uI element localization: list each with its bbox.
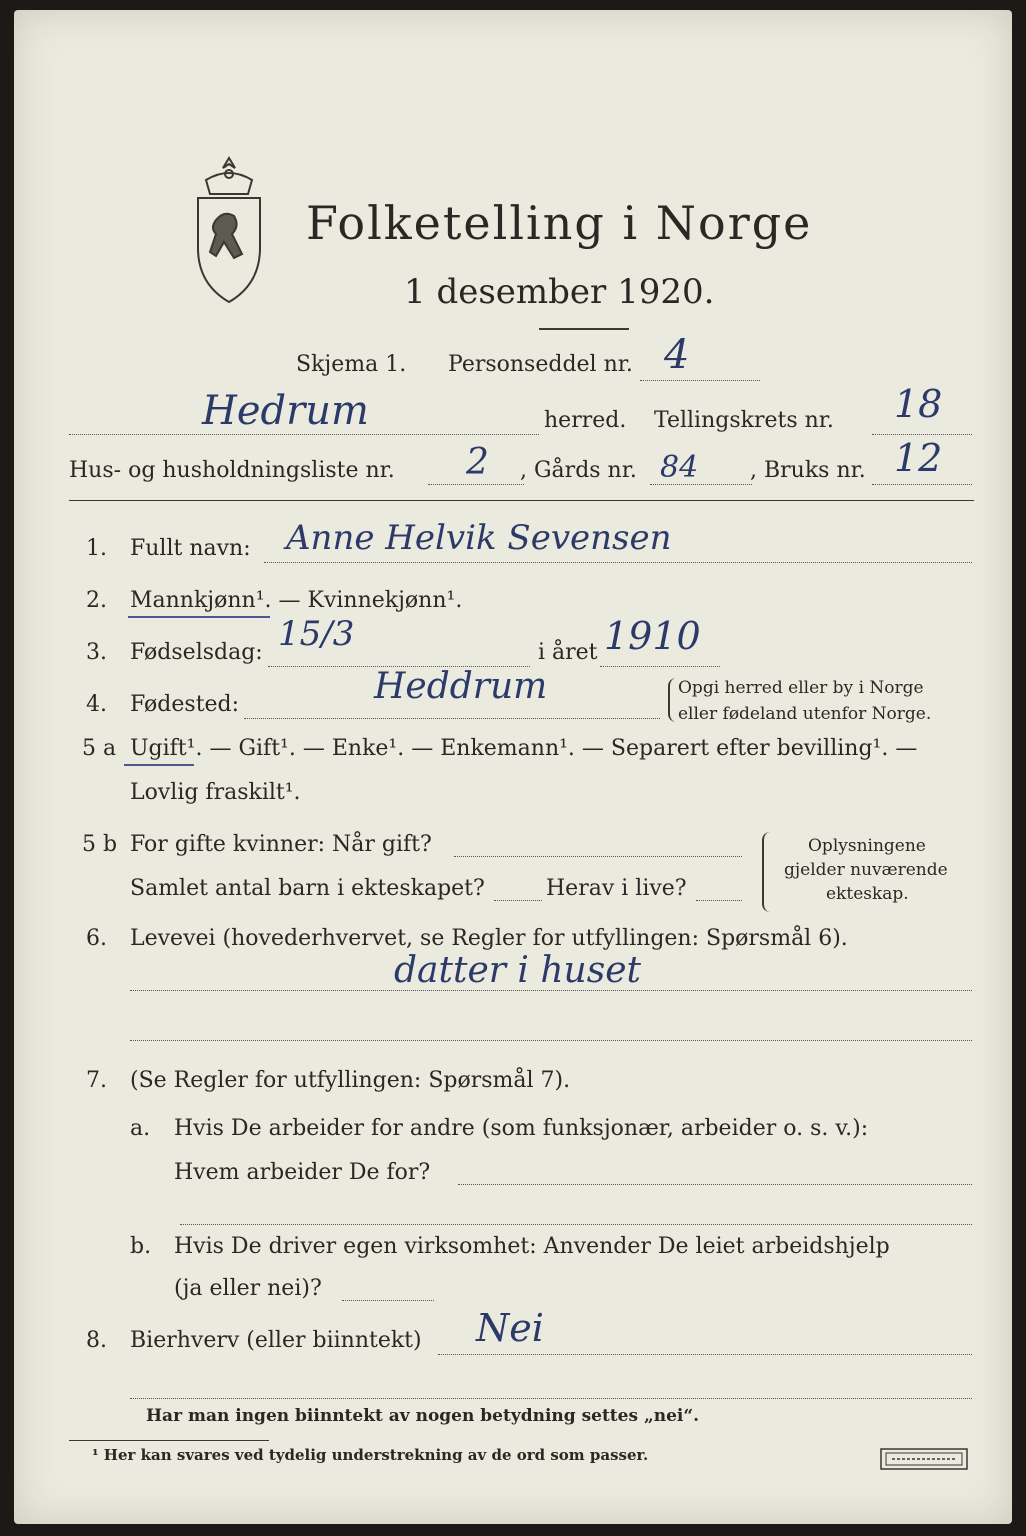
hus-label: Hus- og husholdningsliste nr.: [69, 458, 395, 483]
q7a-letter: a.: [130, 1116, 151, 1141]
tellingskrets-label: Tellingskrets nr.: [654, 408, 834, 433]
q6-line-2: [130, 1040, 972, 1041]
q3-number: 3.: [86, 640, 107, 665]
gards-value[interactable]: 84: [660, 450, 699, 485]
q7a-employer-label: Hvem arbeider De for?: [174, 1160, 431, 1185]
q1-label: Fullt navn:: [130, 536, 251, 561]
q8-value[interactable]: Nei: [476, 1306, 544, 1350]
q5b-note-3: ekteskap.: [826, 884, 909, 904]
form-title: Folketelling i Norge: [306, 196, 813, 250]
q7a-question: Hvis De arbeider for andre (som funksjonær, arbeider o. s. v.):: [174, 1116, 869, 1141]
q1-number: 1.: [86, 536, 107, 561]
q6-label: Levevei (hovederhvervet, se Regler for utfyllingen: Spørsmål 6).: [130, 926, 848, 951]
q5b-married-label: For gifte kvinner: Når gift?: [130, 832, 432, 857]
q3-year-label: i året: [538, 640, 598, 665]
q2-number: 2.: [86, 588, 107, 613]
form-date: 1 desember 1920.: [404, 272, 715, 312]
q3-year-value[interactable]: 1910: [604, 614, 701, 658]
herred-value[interactable]: Hedrum: [202, 388, 369, 434]
q4-line: [244, 718, 660, 719]
q3-year-line: [600, 666, 720, 667]
q8-line: [438, 1354, 972, 1355]
q4-note-2: eller fødeland utenfor Norge.: [678, 704, 932, 724]
q1-line: [264, 562, 972, 563]
personseddel-label: Personseddel nr.: [448, 352, 633, 377]
q6-line-1: [130, 990, 972, 991]
q8-number: 8.: [86, 1328, 107, 1353]
bruks-label: , Bruks nr.: [750, 458, 866, 483]
q5b-married-line: [454, 856, 742, 857]
q5a-underline: [124, 764, 194, 766]
census-form: [14, 10, 1012, 1524]
bruks-line: [872, 484, 972, 485]
q5b-children-label: Samlet antal barn i ekteskapet?: [130, 876, 485, 901]
q7b-letter: b.: [130, 1234, 152, 1259]
nei-note: Har man ingen biinntekt av nogen betydning settes „nei“.: [146, 1406, 700, 1426]
herred-label: herred.: [544, 408, 627, 433]
q8-extra-line: [130, 1398, 972, 1399]
q5b-bracket: [762, 832, 774, 912]
q4-note-1: Opgi herred eller by i Norge: [678, 678, 924, 698]
q7b-question: Hvis De driver egen virksomhet: Anvender De leiet arbeidshjelp: [174, 1234, 890, 1259]
q4-value[interactable]: Heddrum: [374, 666, 548, 707]
q5b-note-2: gjelder nuværende: [784, 860, 948, 880]
footnote-rule: [69, 1440, 269, 1441]
q4-label: Fødested:: [130, 692, 240, 717]
q5b-alive-line: [696, 900, 742, 901]
q4-bracket: [668, 678, 678, 722]
q7a-extra-line: [180, 1224, 972, 1225]
q2-options: Mannkjønn¹. — Kvinnekjønn¹.: [130, 588, 463, 613]
q6-number: 6.: [86, 926, 107, 951]
q3-label: Fødselsdag:: [130, 640, 263, 665]
q3-value[interactable]: 15/3: [278, 614, 355, 654]
q7b-answer-line: [342, 1300, 434, 1301]
q5b-note-1: Oplysningene: [808, 836, 926, 856]
q8-label: Bierhverv (eller biinntekt): [130, 1328, 422, 1353]
gards-label: , Gårds nr.: [520, 458, 637, 483]
header-rule: [69, 500, 974, 501]
coat-of-arms-icon: [186, 150, 272, 310]
q6-value[interactable]: datter i huset: [394, 950, 641, 991]
tellingskrets-line: [872, 434, 972, 435]
tellingskrets-value[interactable]: 18: [894, 382, 943, 426]
q5b-children-line: [494, 900, 542, 901]
q7b-answer-label: (ja eller nei)?: [174, 1276, 322, 1301]
q5b-alive-label: Herav i live?: [546, 876, 687, 901]
q7-label: (Se Regler for utfyllingen: Spørsmål 7).: [130, 1068, 571, 1093]
title-divider: [539, 328, 629, 330]
skjema-label: Skjema 1.: [296, 352, 407, 377]
q7a-employer-line: [458, 1184, 972, 1185]
hus-line: [428, 484, 524, 485]
q5a-number: 5 a: [82, 736, 117, 761]
hus-value[interactable]: 2: [466, 442, 489, 483]
personseddel-line: [640, 380, 760, 381]
q5a-options-1: Ugift¹. — Gift¹. — Enke¹. — Enkemann¹. — Separert efter bevilling¹. —: [130, 736, 918, 761]
bruks-value[interactable]: 12: [894, 436, 943, 480]
herred-line: [69, 434, 539, 435]
footnote: ¹ Her kan svares ved tydelig understrekning av de ord som passer.: [92, 1446, 649, 1464]
q1-value[interactable]: Anne Helvik Sevensen: [286, 518, 672, 558]
q2-underline: [128, 616, 270, 618]
q5a-options-2: Lovlig fraskilt¹.: [130, 780, 301, 805]
q5b-number: 5 b: [82, 832, 118, 857]
q7-number: 7.: [86, 1068, 107, 1093]
q4-number: 4.: [86, 692, 107, 717]
personseddel-value[interactable]: 4: [664, 332, 690, 378]
printer-stamp-icon: [880, 1448, 968, 1470]
